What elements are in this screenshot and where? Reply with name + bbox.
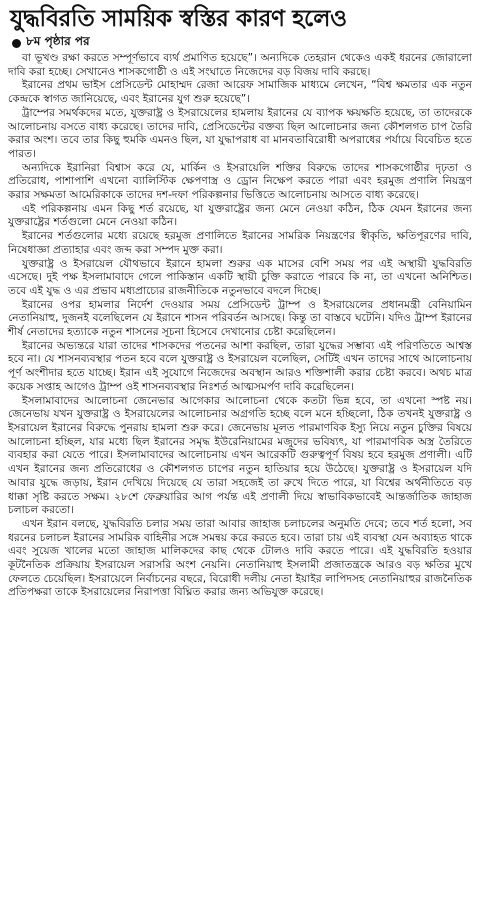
article-paragraph: অন্যদিকে ইরানিরা বিশ্বাস করে যে, মার্কিন ও ইসরায়েলি শক্তির বিরুদ্ধে তাদের শাসকগোষ্ঠীর দৃঢ়তা ও প্রতিরোধ, পাশাপাশি এখনো ব্যালিস্টিক ক্ষেপণাস্ত্র ও ড্রোন নিক্ষেপ করতে পারা এবং হরমুজ প্রণালি নিয়ন্ত্রণ করার সক্ষমতা আমেরিকাকে তাদের দশ-দফা পরিকল্পনার ভিত্তিতে আলোচনায় আসতে বাধ্য করেছে।: [8, 161, 472, 202]
article-paragraph: ইরানের ওপর হামলার নির্দেশ দেওয়ার সময় প্রেসিডেন্ট ট্রাম্প ও ইসরায়েলের প্রধানমন্ত্রী বেনিয়ামিন নেতানিয়াহু, দুজনই বলেছিলেন যে ইরানে শাসন পরিবর্তন আসছে। কিন্তু তা বাস্তবে ঘটেনি। যদিও ট্রাম্প ইরানের শীর্ষ নেতাদের হত্যাকে নতুন শাসনের সূচনা হিসেবে দেখানোর চেষ্টা করেছিলেন।: [8, 298, 472, 339]
article-headline: যুদ্ধবিরতি সাময়িক স্বস্তির কারণ হলেও: [10, 6, 347, 32]
article-paragraph: যুক্তরাষ্ট্র ও ইসরায়েল যৌথভাবে ইরানে হামলা শুরুর এক মাসের বেশি সময় পর এই অস্থায়ী যুদ্ধবিরতি এসেছে। দুই পক্ষ ইসলামাবাদে গেলে পাকিস্তান একটি স্থায়ী চুক্তি করাতে পারবে কি না, তা এখনো অনিশ্চিত। তবে এই যুদ্ধ ও এর প্রভাব মধ্যপ্রাচ্যের রাজনীতিকে নতুনভাবে বদলে দিচ্ছে।: [8, 257, 472, 297]
article-paragraph: ইরানের শর্তগুলোর মধ্যে রয়েছে হরমুজ প্রণালিতে ইরানের সামরিক নিয়ন্ত্রণের স্বীকৃতি, ক্ষতিপূরণের দাবি, নিষেধাজ্ঞা প্রত্যাহার এবং জব্দ করা সম্পদ মুক্ত করা।: [8, 230, 472, 256]
article-paragraph: ইরানের অভ্যন্তরে যারা তাদের শাসকদের পতনের আশা করছিল, তারা যুদ্ধের সম্ভাব্য এই পরিণতিতে আশ্বস্ত হবে না। যে শাসনব্যবস্থার পতন হবে বলে যুক্তরাষ্ট্র ও ইসরায়েল বলেছিল, সেটিই এখন তাদের সাথে আলোচনায় পূর্ণ অংশীদার হতে যাচ্ছে। ইরান এই সুযোগে নিজেদের অবস্থান আরও শক্তিশালী করার চেষ্টা করবে। অথচ মাত্র কয়েক সপ্তাহ আগেও ট্রাম্প ওই শাসনব্যবস্থার নিঃশর্ত আত্মসমর্পণ দাবি করেছিলেন।: [8, 339, 472, 393]
article-paragraph: ইরানের প্রথম ভাইস প্রেসিডেন্ট মোহাম্মদ রেজা আরেফ সামাজিক মাধ্যমে লেখেন, “বিশ্ব ক্ষমতার এক নতুন কেন্দ্রকে স্বাগত জানিয়েছে, এবং ইরানের যুগ শুরু হয়েছে”।: [8, 79, 472, 106]
continuation-label: ৮ম পৃষ্ঠার পর: [26, 34, 90, 48]
article-paragraph: ট্রাম্পের সমর্থকদের মতে, যুক্তরাষ্ট্র ও ইসরায়েলের হামলায় ইরানের যে ব্যাপক ক্ষয়ক্ষতি হয়েছে, তা তাদেরকে আলোচনায় বসতে বাধ্য করেছে। তাদের দাবি, প্রেসিডেন্টের বক্তব্য ছিল আলোচনার জন্য কৌশলগত চাপ তৈরি করার অংশ। তবে তার কিছু হুমকি এমনও ছিল, যা যুদ্ধাপরাধ বা মানবতাবিরোধী অপরাধের পর্যায়ে বিবেচিত হতে পারত।: [8, 106, 472, 160]
article-paragraph: এখন ইরান বলছে, যুদ্ধবিরতি চলার সময় তারা আবার জাহাজ চলাচলের অনুমতি দেবে; তবে শর্ত হলো, সব ধরনের চলাচল ইরানের সামরিক বাহিনীর সঙ্গে সমন্বয় করে করতে হবে। তারা চায় এই ব্যবস্থা যেন অব্যাহত থাকে এবং সুয়েজ খালের মতো জাহাজ মালিকদের কাছ থেকে টোলও দাবি করতে পারে। এই যুদ্ধবিরতি হওয়ার কূটনৈতিক প্রক্রিয়ায় ইসরায়েল সরাসরি অংশ নেয়নি। নেতানিয়াহু ইসলামী প্রজাতন্ত্রকে আরও বড় ক্ষতির মুখে ফেলতে চেয়েছিল। ইসরায়েলে নির্বাচনের বছরে, বিরোধী দলীয় নেতা ইয়াইর লাপিদসহ নেতানিয়াহুর রাজনৈতিক প্রতিপক্ষরা তাকে ইসরায়েলের নিরাপত্তা বিঘ্নিত করার জন্য অভিযুক্ত করেছে।: [8, 517, 472, 599]
continuation-line: [12, 36, 472, 50]
bullet-icon: [12, 39, 21, 48]
article-body: [8, 52, 472, 600]
article-paragraph: এই পরিকল্পনায় এমন কিছু শর্ত রয়েছে, যা যুক্তরাষ্ট্রের জন্য মেনে নেওয়া কঠিন, ঠিক যেমন ইরানের জন্য যুক্তরাষ্ট্রের শর্তগুলো মেনে নেওয়া কঠিন।: [8, 202, 472, 229]
article-paragraph: বা ভূখণ্ড রক্ষা করতে সম্পূর্ণভাবে ব্যর্থ প্রমাণিত হয়েছে”। অন্যদিকে তেহরান থেকেও একই ধরনের জোরালো দাবি করা হচ্ছে। সেখানেও শাসকগোষ্ঠী ও এই সংঘাতে নিজেদের বড় বিজয় দাবি করছে।: [8, 52, 472, 78]
article-paragraph: ইসলামাবাদের আলোচনা জেনেভার আগেকার আলোচনা থেকে কতটা ভিন্ন হবে, তা এখনো স্পষ্ট নয়। জেনেভায় যখন যুক্তরাষ্ট্র ও ইসরায়েলের আলোচনার অগ্রগতি হচ্ছে বলে মনে হচ্ছিলো, ঠিক তখনই যুক্তরাষ্ট্র ও ইসরায়েল ইরানের বিরুদ্ধে পুনরায় হামলা শুরু করে। জেনেভায় মূলত পারমাণবিক ইস্যু নিয়ে নতুন চুক্তির বিষয়ে আলোচনা হচ্ছিল, যার মধ্যে ছিল ইরানের সমৃদ্ধ ইউরেনিয়ামের মজুদের ভবিষ্যৎ, যা পারমাণবিক অস্ত্র তৈরিতে ব্যবহার করা যেতে পারে। ইসলামাবাদের আলোচনায় এখন আরেকটি গুরুত্বপূর্ণ বিষয় হবে হরমুজ প্রণালী। এটি এখন ইরানের জন্য প্রতিরোধের ও কৌশলগত চাপের নতুন হাতিয়ার হয়ে উঠেছে। যুক্তরাষ্ট্র ও ইসরায়েল যদি আবার যুদ্ধে জড়ায়, ইরান দেখিয়ে দিয়েছে যে তারা সহজেই তা রুখে দিতে পারে, যা বিশ্বের অর্থনীতিতে বড় ধাক্কা সৃষ্টি করতে সক্ষম। ২৮শে ফেব্রুয়ারির আগ পর্যন্ত এই প্রণালী দিয়ে স্বাভাবিকভাবেই আন্তর্জাতিক জাহাজ চলাচল করতো।: [8, 394, 472, 517]
